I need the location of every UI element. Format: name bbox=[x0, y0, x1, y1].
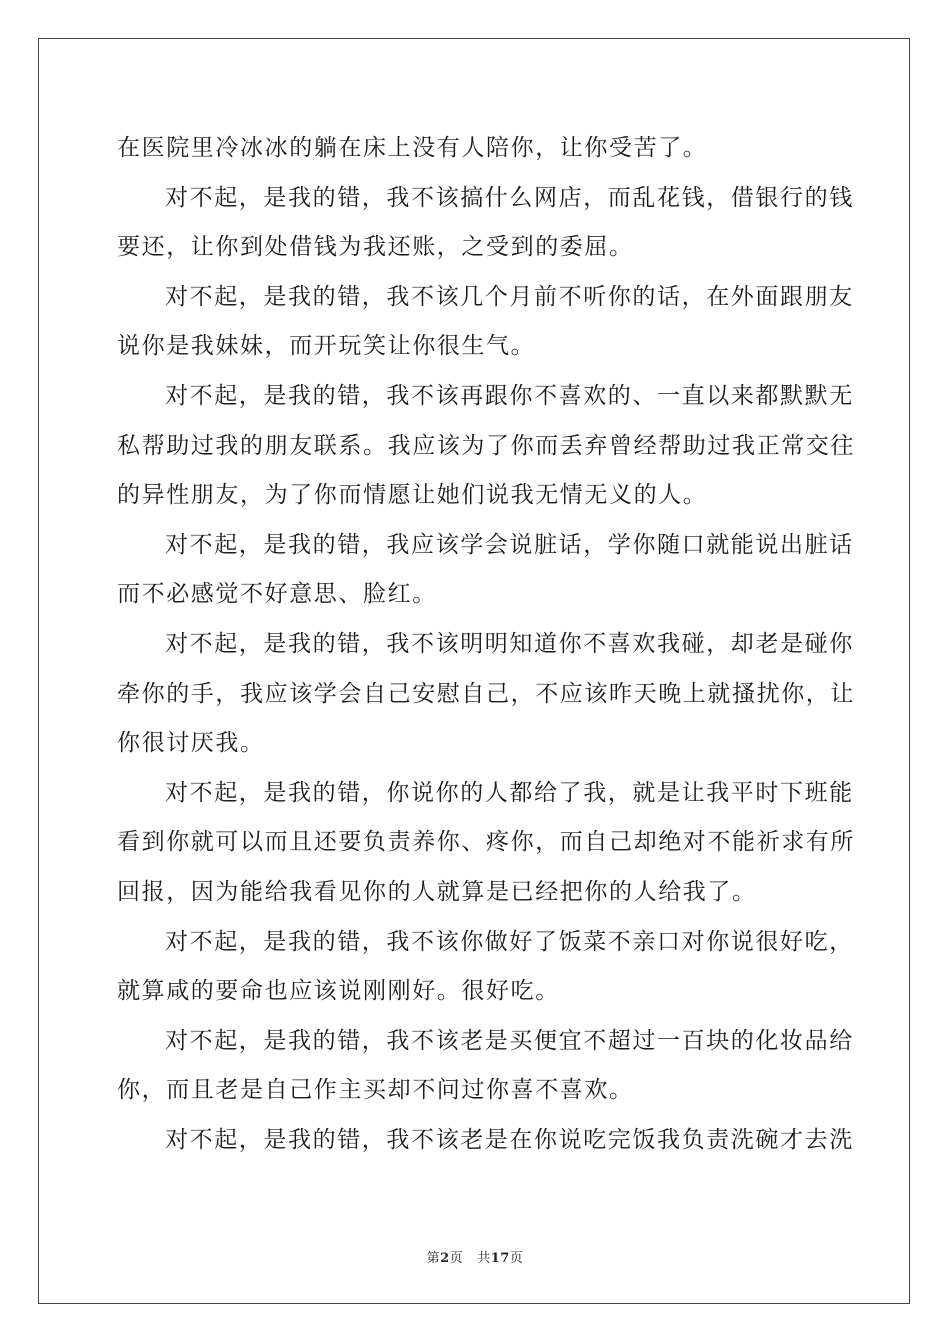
text-line: 你，而且老是自己作主买却不问过你喜不喜欢。 bbox=[117, 1077, 634, 1104]
page-indicator: 第2页 bbox=[426, 1251, 464, 1266]
document-body bbox=[117, 124, 855, 1165]
text-line: 的异性朋友，为了你而情愿让她们说我无情无义的人。 bbox=[117, 482, 708, 509]
text-line: 你很讨厌我。 bbox=[117, 730, 265, 757]
text-line: 对不起，是我的错，你说你的人都给了我，就是让我平时下班能 bbox=[165, 779, 854, 806]
text-line: 对不起，是我的错，我不该明明知道你不喜欢我碰，却老是碰你 bbox=[165, 630, 854, 657]
text-line: 对不起，是我的错，我不该搞什么网店，而乱花钱，借银行的钱 bbox=[165, 184, 854, 211]
text-line: 对不起，是我的错，我应该学会说脏话，学你随口就能说出脏话 bbox=[165, 531, 854, 558]
text-line: 要还，让你到处借钱为我还账，之受到的委屈。 bbox=[117, 234, 634, 261]
text-line: 回报，因为能给我看见你的人就算是已经把你的人给我了。 bbox=[117, 878, 757, 905]
total-pages-indicator: 共17页 bbox=[477, 1251, 524, 1266]
text-line: 看到你就可以而且还要负责养你、疼你，而自己却绝对不能祈求有所 bbox=[117, 829, 855, 856]
text-line: 对不起，是我的错，我不该老是在你说吃完饭我负责洗碗才去洗 bbox=[165, 1126, 854, 1153]
text-line: 就算咸的要命也应该说刚刚好。很好吃。 bbox=[117, 978, 560, 1005]
text-line: 而不必感觉不好意思、脸红。 bbox=[117, 581, 437, 608]
page-footer bbox=[0, 1247, 950, 1266]
text-line: 说你是我妹妹，而开玩笑让你很生气。 bbox=[117, 333, 536, 360]
text-line: 对不起，是我的错，我不该老是买便宜不超过一百块的化妆品给 bbox=[165, 1027, 854, 1054]
text-line: 对不起，是我的错，我不该你做好了饭菜不亲口对你说很好吃， bbox=[165, 928, 854, 955]
text-line: 牵你的手，我应该学会自己安慰自己，不应该昨天晚上就搔扰你，让 bbox=[117, 680, 855, 707]
text-line: 对不起，是我的错，我不该几个月前不听你的话，在外面跟朋友 bbox=[165, 283, 854, 310]
text-line: 在医院里冷冰冰的躺在床上没有人陪你，让你受苦了。 bbox=[117, 135, 708, 161]
text-line: 对不起，是我的错，我不该再跟你不喜欢的、一直以来都默默无 bbox=[165, 382, 854, 409]
text-line: 私帮助过我的朋友联系。我应该为了你而丢弃曾经帮助过我正常交往 bbox=[117, 432, 855, 459]
